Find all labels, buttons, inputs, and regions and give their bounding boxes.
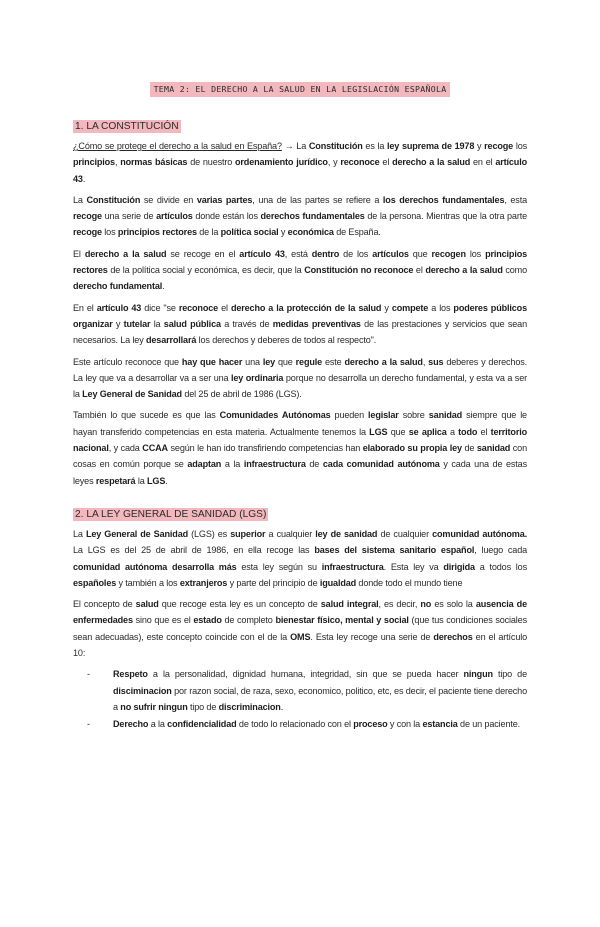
paragraph: También lo que sucede es que las Comunidades Autónomas pueden legislar sobre sanidad siempre que le hayan transferido competencias en esta materia. Actualmente tenemos la LGS que se aplica a todo el territorio nacional, y cada CCAA según le han ido transfiriendo competencias han elaborado su propia ley de sanidad con cosas en común porque se adaptan a la infraestructura de cada comunidad autónoma y cada una de estas leyes respetará la LGS. — [73, 410, 527, 486]
section-heading-constitucion: 1. LA CONSTITUCIÓN — [75, 121, 179, 132]
section-heading-lgs: 2. LA LEY GENERAL DE SANIDAD (LGS) — [75, 508, 267, 520]
list-item: - Respeto a la personalidad, dignidad humana, integridad, sin que se pueda hacer ningun tipo de disciminacion por razon social, de raza, sexo, economico, politico, etc, es decir, el paciente tiene derecho a no sufrir ningun tipo de discriminacion. — [87, 666, 527, 715]
paragraph: Este artículo reconoce que hay que hacer una ley que regule este derecho a la salud, sus deberes y derechos. La ley que va a desarrollar va a ser una ley ordinaria porque no desarrolla un derecho fundamental, y esta va a ser la Ley General de Sanidad del 25 de abril de 1986 (LGS). — [73, 356, 527, 400]
paragraph: La Constitución se divide en varias partes, una de las partes se refiere a los derechos fundamentales, esta recoge una serie de artículos donde están los derechos fundamentales de la persona. Mientras que la otra parte recoge los principios rectores de la política social y económica de España. — [73, 194, 528, 238]
document-page — [0, 79, 600, 927]
paragraph: ¿Cómo se protege el derecho a la salud en España? → La Constitución es la ley suprema de 1978 y recoge los principios, normas básicas de nuestro ordenamiento jurídico, y reconoce el derecho a la salud en el artículo 43. — [73, 141, 528, 184]
page-title: TEMA 2: EL DERECHO A LA SALUD EN LA LEGISLACIÓN ESPAÑOLA — [150, 82, 451, 97]
list-item: - Derecho a la confidencialidad de todo lo relacionado con el proceso y con la estancia de un paciente. — [87, 716, 527, 732]
paragraph: El derecho a la salud se recoge en el artículo 43, está dentro de los artículos que recogen los principios rectores de la política social y económica, es decir, que la Constitución no reconoce el derecho a la salud como derecho fundamental. — [73, 248, 528, 292]
rights-list — [73, 666, 527, 732]
paragraph: En el artículo 43 dice "se reconoce el derecho a la protección de la salud y compete a los poderes públicos organizar y tutelar la salud pública a través de medidas preventivas de las prestaciones y servicios que sean necesarios. La ley desarrollará los derechos y deberes de todos al respecto". — [73, 302, 527, 346]
paragraph: El concepto de salud que recoge esta ley es un concepto de salud integral, es decir, no es solo la ausencia de enfermedades sino que es el estado de completo bienestar físico, mental y social (que tus condiciones sociales sean adecuadas), este concepto coincide con el de la OMS. Esta ley recoge una serie de derechos en el artículo 10: — [73, 599, 528, 659]
paragraph: La Ley General de Sanidad (LGS) es superior a cualquier ley de sanidad de cualquier comunidad autónoma. La LGS es del 25 de abril de 1986, en ella recoge las bases del sistema sanitario español, luego cada comunidad autónoma desarrolla más esta ley según su infraestructura. Esta ley va dirigida a todos los españoles y también a los extranjeros y parte del principio de igualdad donde todo el mundo tiene — [73, 528, 528, 588]
